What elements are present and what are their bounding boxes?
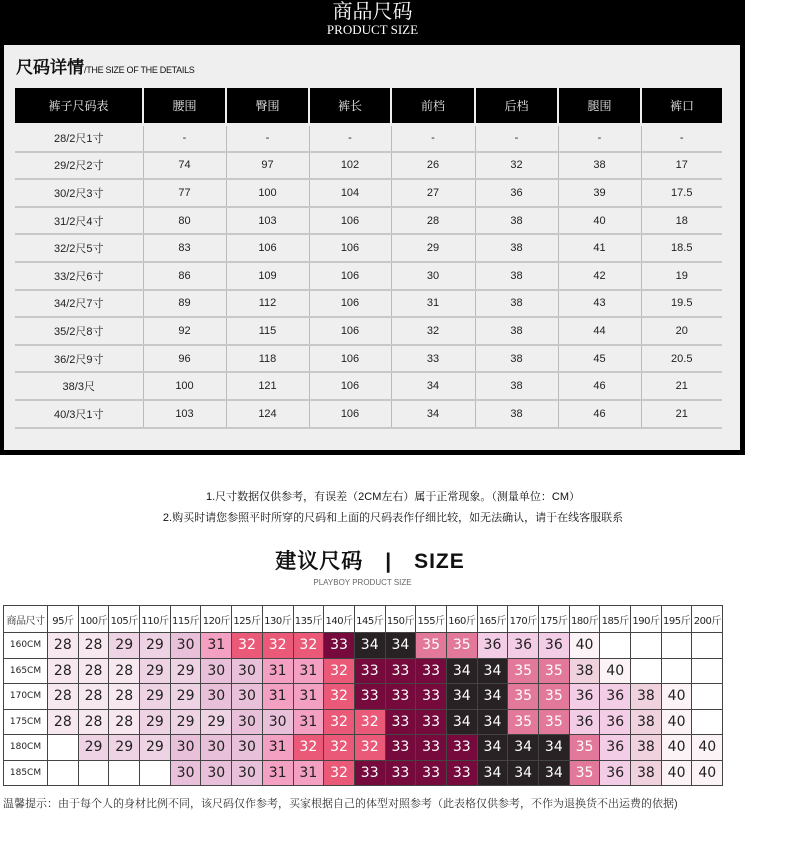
table-cell: 83 — [143, 234, 226, 262]
grid-row — [4, 684, 723, 710]
column-header: 裤长 — [309, 88, 391, 124]
size-cell: 34 — [385, 633, 416, 659]
size-cell: 40 — [661, 684, 692, 710]
table-cell: 38 — [475, 345, 558, 373]
size-cell: 34 — [477, 658, 508, 684]
table-cell: 38 — [475, 290, 558, 318]
column-header: 裤子尺码表 — [15, 88, 143, 124]
column-header: 腰围 — [143, 88, 226, 124]
size-cell: 40 — [661, 709, 692, 735]
size-cell: 29 — [109, 633, 140, 659]
table-cell: 19.5 — [641, 290, 722, 318]
size-cell: 33 — [354, 760, 385, 786]
table-cell: 115 — [226, 317, 309, 345]
size-cell: 29 — [140, 709, 171, 735]
size-cell: 30 — [201, 760, 232, 786]
grid-corner-label: 商品尺寸 — [4, 606, 48, 633]
table-cell: 38 — [475, 262, 558, 290]
size-cell: 30 — [232, 735, 263, 761]
size-cell: 35 — [539, 709, 570, 735]
table-row — [15, 317, 722, 345]
size-cell: 32 — [262, 633, 293, 659]
size-cell: 29 — [140, 735, 171, 761]
size-cell: 28 — [78, 684, 109, 710]
size-cell: 33 — [446, 760, 477, 786]
table-cell: 35/2尺8寸 — [15, 317, 143, 345]
suggest-title-cn: 建议尺码 — [275, 550, 364, 573]
table-cell: 20 — [641, 317, 722, 345]
weight-header: 160斤 — [446, 606, 477, 633]
size-cell: 36 — [477, 633, 508, 659]
table-cell: 18.5 — [641, 234, 722, 262]
size-cell: 34 — [539, 735, 570, 761]
table-cell: 31 — [391, 290, 475, 318]
size-cell: 32 — [354, 735, 385, 761]
size-cell: 34 — [508, 760, 539, 786]
size-cell: 30 — [232, 709, 263, 735]
size-cell: 40 — [600, 658, 631, 684]
weight-header: 125斤 — [232, 606, 263, 633]
size-cell: 33 — [416, 709, 447, 735]
column-header: 臀围 — [226, 88, 309, 124]
size-cell: 40 — [692, 760, 723, 786]
size-cell: 30 — [170, 633, 201, 659]
table-cell: 32 — [475, 152, 558, 180]
table-cell: 21 — [641, 372, 722, 400]
size-cell: 32 — [324, 735, 355, 761]
size-cell — [48, 735, 79, 761]
table-cell: - — [226, 124, 309, 152]
height-label: 175CM — [4, 709, 48, 735]
size-cell: 33 — [416, 735, 447, 761]
size-cell: 40 — [661, 735, 692, 761]
weight-header: 170斤 — [508, 606, 539, 633]
size-cell: 40 — [661, 760, 692, 786]
size-cell — [109, 760, 140, 786]
size-cell: 33 — [385, 735, 416, 761]
weight-header: 135斤 — [293, 606, 324, 633]
weight-header: 175斤 — [539, 606, 570, 633]
height-label: 165CM — [4, 658, 48, 684]
size-cell: 29 — [109, 735, 140, 761]
size-cell: 32 — [324, 684, 355, 710]
table-row — [15, 262, 722, 290]
table-cell: 106 — [309, 372, 391, 400]
table-cell: 100 — [226, 179, 309, 207]
table-cell: 20.5 — [641, 345, 722, 373]
weight-header: 165斤 — [477, 606, 508, 633]
size-cell: 40 — [569, 633, 600, 659]
size-cell: 34 — [477, 709, 508, 735]
table-cell: 38 — [475, 400, 558, 428]
table-cell: 121 — [226, 372, 309, 400]
size-cell: 33 — [324, 633, 355, 659]
size-cell: 36 — [600, 735, 631, 761]
pants-size-table — [15, 88, 722, 429]
size-cell: 29 — [140, 684, 171, 710]
size-cell: 29 — [170, 684, 201, 710]
details-title-en: /THE SIZE OF THE DETAILS — [84, 65, 195, 75]
table-cell: 106 — [309, 317, 391, 345]
size-cell — [600, 633, 631, 659]
table-cell: 28/2尺1寸 — [15, 124, 143, 152]
banner-title-en: PRODUCT SIZE — [326, 22, 419, 37]
weight-header: 140斤 — [324, 606, 355, 633]
size-cell: 32 — [324, 709, 355, 735]
table-cell: 42 — [558, 262, 641, 290]
height-label: 180CM — [4, 735, 48, 761]
weight-header: 180斤 — [569, 606, 600, 633]
table-cell: 77 — [143, 179, 226, 207]
size-cell: 38 — [631, 684, 662, 710]
size-cell: 31 — [201, 633, 232, 659]
table-cell: 103 — [226, 207, 309, 235]
table-cell: - — [641, 124, 722, 152]
table-cell: 38 — [475, 207, 558, 235]
weight-header: 95斤 — [48, 606, 79, 633]
table-row — [15, 290, 722, 318]
table-cell: 18 — [641, 207, 722, 235]
table-cell: 33/2尺6寸 — [15, 262, 143, 290]
table-cell: 86 — [143, 262, 226, 290]
table-cell: 124 — [226, 400, 309, 428]
size-cell: 30 — [170, 760, 201, 786]
size-cell: 28 — [109, 684, 140, 710]
table-cell: - — [309, 124, 391, 152]
size-cell: 31 — [262, 760, 293, 786]
table-cell: 109 — [226, 262, 309, 290]
size-cell: 35 — [508, 709, 539, 735]
height-label: 160CM — [4, 633, 48, 659]
size-cell: 38 — [631, 760, 662, 786]
size-cell: 36 — [600, 709, 631, 735]
size-cell: 30 — [201, 684, 232, 710]
table-cell: 106 — [309, 345, 391, 373]
table-cell: 38 — [475, 372, 558, 400]
table-cell: 29 — [391, 234, 475, 262]
size-cell: 38 — [631, 709, 662, 735]
table-cell: - — [558, 124, 641, 152]
size-cell: 29 — [140, 633, 171, 659]
column-header: 前档 — [391, 88, 475, 124]
size-cell: 29 — [140, 658, 171, 684]
size-cell: 31 — [262, 658, 293, 684]
table-cell: 106 — [309, 262, 391, 290]
table-cell: 40/3尺1寸 — [15, 400, 143, 428]
column-header: 腿围 — [558, 88, 641, 124]
tip-text: 温馨提示：由于每个人的身材比例不同，该尺码仅作参考，买家根据自己的体型对照参考（此表格仅供参考，不作为退换货不出运费的依据) — [3, 798, 678, 810]
size-cell: 31 — [262, 684, 293, 710]
table-row — [15, 152, 722, 180]
table-cell: 44 — [558, 317, 641, 345]
table-cell: 97 — [226, 152, 309, 180]
table-cell: 30/2尺3寸 — [15, 179, 143, 207]
table-cell: 26 — [391, 152, 475, 180]
table-cell: 34 — [391, 400, 475, 428]
size-cell: 31 — [293, 760, 324, 786]
table-cell: 46 — [558, 372, 641, 400]
size-cell: 28 — [48, 684, 79, 710]
table-cell: 80 — [143, 207, 226, 235]
size-cell: 32 — [232, 633, 263, 659]
size-cell — [140, 760, 171, 786]
table-cell: 21 — [641, 400, 722, 428]
size-cell — [631, 658, 662, 684]
weight-header: 105斤 — [109, 606, 140, 633]
weight-header: 145斤 — [354, 606, 385, 633]
table-cell: 30 — [391, 262, 475, 290]
table-cell: 41 — [558, 234, 641, 262]
grid-row — [4, 709, 723, 735]
table-cell: 19 — [641, 262, 722, 290]
size-cell: 34 — [354, 633, 385, 659]
table-cell: 100 — [143, 372, 226, 400]
size-cell — [48, 760, 79, 786]
size-cell: 28 — [78, 709, 109, 735]
table-cell: 38 — [558, 152, 641, 180]
table-cell: 38/3尺 — [15, 372, 143, 400]
size-cell: 28 — [78, 658, 109, 684]
weight-header: 150斤 — [385, 606, 416, 633]
table-cell: 17 — [641, 152, 722, 180]
size-cell: 36 — [600, 684, 631, 710]
size-cell: 38 — [569, 658, 600, 684]
size-cell — [692, 658, 723, 684]
recommended-size-grid — [3, 605, 723, 786]
table-cell: 38 — [475, 317, 558, 345]
size-cell: 34 — [477, 760, 508, 786]
size-cell: 35 — [446, 633, 477, 659]
weight-header: 155斤 — [416, 606, 447, 633]
grid-header-row — [4, 606, 723, 633]
table-cell: - — [475, 124, 558, 152]
size-cell — [692, 633, 723, 659]
table-cell: 106 — [309, 400, 391, 428]
size-cell: 36 — [600, 760, 631, 786]
size-cell: 31 — [293, 658, 324, 684]
size-cell: 35 — [539, 684, 570, 710]
weight-header: 115斤 — [170, 606, 201, 633]
size-cell — [692, 709, 723, 735]
size-cell: 32 — [324, 658, 355, 684]
size-cell: 36 — [569, 709, 600, 735]
table-row — [15, 124, 722, 152]
weight-header: 200斤 — [692, 606, 723, 633]
size-cell: 30 — [232, 760, 263, 786]
size-cell: 40 — [692, 735, 723, 761]
size-cell: 33 — [354, 684, 385, 710]
note-1: 1.尺寸数据仅供参考，有误差（2CM左右）属于正常现象。（测量单位：CM） — [205, 491, 580, 503]
weight-header: 130斤 — [262, 606, 293, 633]
size-cell: 28 — [109, 658, 140, 684]
size-cell — [78, 760, 109, 786]
size-cell: 35 — [416, 633, 447, 659]
column-header: 后档 — [475, 88, 558, 124]
table-cell: 28 — [391, 207, 475, 235]
size-cell — [692, 684, 723, 710]
size-cell: 32 — [293, 735, 324, 761]
size-cell: 32 — [293, 633, 324, 659]
table-row — [15, 372, 722, 400]
size-cell: 35 — [569, 735, 600, 761]
table-cell: 27 — [391, 179, 475, 207]
table-cell: 89 — [143, 290, 226, 318]
size-cell: 35 — [569, 760, 600, 786]
note-2: 2.购买时请您参照平时所穿的尺码和上面的尺码表作仔细比较，如无法确认，请于在线客服联系 — [162, 512, 624, 524]
height-label: 170CM — [4, 684, 48, 710]
size-cell: 33 — [385, 684, 416, 710]
size-cell: 33 — [416, 684, 447, 710]
table-cell: 92 — [143, 317, 226, 345]
table-cell: 74 — [143, 152, 226, 180]
size-cell: 33 — [354, 658, 385, 684]
table-row — [15, 234, 722, 262]
table-cell: 45 — [558, 345, 641, 373]
size-cell: 30 — [262, 709, 293, 735]
details-heading — [16, 53, 195, 78]
size-cell: 32 — [324, 760, 355, 786]
table-cell: 118 — [226, 345, 309, 373]
size-cell: 34 — [477, 735, 508, 761]
weight-header: 185斤 — [600, 606, 631, 633]
height-label: 185CM — [4, 760, 48, 786]
size-cell: 34 — [508, 735, 539, 761]
banner-title-cn: 商品尺码 — [332, 1, 413, 23]
size-cell: 33 — [446, 735, 477, 761]
table-cell: 106 — [309, 207, 391, 235]
table-cell: 106 — [309, 290, 391, 318]
table-cell: 103 — [143, 400, 226, 428]
size-cell — [661, 658, 692, 684]
details-title-cn: 尺码详情 — [16, 58, 84, 77]
size-cell: 38 — [631, 735, 662, 761]
table-cell: 29/2尺2寸 — [15, 152, 143, 180]
size-cell: 36 — [569, 684, 600, 710]
grid-row — [4, 735, 723, 761]
size-cell: 30 — [201, 735, 232, 761]
column-header: 裤口 — [641, 88, 722, 124]
size-cell: 28 — [48, 633, 79, 659]
weight-header: 120斤 — [201, 606, 232, 633]
table-cell: - — [391, 124, 475, 152]
size-details-panel — [4, 45, 740, 450]
size-cell: 31 — [293, 709, 324, 735]
table-cell: 32 — [391, 317, 475, 345]
size-cell: 29 — [201, 709, 232, 735]
table-cell: 34 — [391, 372, 475, 400]
table-cell: 34/2尺7寸 — [15, 290, 143, 318]
table-cell: 46 — [558, 400, 641, 428]
size-cell: 34 — [446, 709, 477, 735]
table-cell: 33 — [391, 345, 475, 373]
size-cell: 31 — [262, 735, 293, 761]
table-cell: - — [143, 124, 226, 152]
table-row — [15, 179, 722, 207]
size-cell: 36 — [508, 633, 539, 659]
table-cell: 36 — [475, 179, 558, 207]
size-cell: 33 — [385, 709, 416, 735]
size-cell: 31 — [293, 684, 324, 710]
suggest-title-en: SIZE — [414, 550, 465, 573]
table-cell: 106 — [226, 234, 309, 262]
table-cell: 38 — [475, 234, 558, 262]
table-cell: 36/2尺9寸 — [15, 345, 143, 373]
size-cell: 36 — [539, 633, 570, 659]
table-cell: 104 — [309, 179, 391, 207]
size-cell: 35 — [508, 658, 539, 684]
table-cell: 112 — [226, 290, 309, 318]
title-divider: | — [385, 550, 393, 573]
grid-row — [4, 658, 723, 684]
size-cell: 34 — [477, 684, 508, 710]
size-cell: 30 — [201, 658, 232, 684]
weight-header: 100斤 — [78, 606, 109, 633]
size-cell: 35 — [508, 684, 539, 710]
size-cell: 28 — [78, 633, 109, 659]
table-cell: 40 — [558, 207, 641, 235]
weight-header: 190斤 — [631, 606, 662, 633]
size-cell: 29 — [78, 735, 109, 761]
size-cell: 28 — [48, 709, 79, 735]
size-cell — [661, 633, 692, 659]
size-cell: 28 — [48, 658, 79, 684]
size-cell: 33 — [416, 760, 447, 786]
size-cell: 28 — [109, 709, 140, 735]
size-cell — [631, 633, 662, 659]
size-cell: 32 — [354, 709, 385, 735]
size-cell: 33 — [416, 658, 447, 684]
size-cell: 30 — [170, 735, 201, 761]
size-cell: 29 — [170, 709, 201, 735]
size-cell: 29 — [170, 658, 201, 684]
size-cell: 34 — [446, 658, 477, 684]
weight-header: 110斤 — [140, 606, 171, 633]
table-cell: 102 — [309, 152, 391, 180]
table-row — [15, 345, 722, 373]
size-cell: 34 — [446, 684, 477, 710]
suggest-subtitle: PLAYBOY PRODUCT SIZE — [313, 578, 412, 587]
size-cell: 34 — [539, 760, 570, 786]
weight-header: 195斤 — [661, 606, 692, 633]
size-cell: 35 — [539, 658, 570, 684]
size-cell: 30 — [232, 658, 263, 684]
table-cell: 43 — [558, 290, 641, 318]
grid-row — [4, 633, 723, 659]
size-cell: 33 — [385, 760, 416, 786]
table-cell: 32/2尺5寸 — [15, 234, 143, 262]
table-row — [15, 207, 722, 235]
table-row — [15, 400, 722, 428]
size-cell: 33 — [385, 658, 416, 684]
table-cell: 96 — [143, 345, 226, 373]
table-cell: 106 — [309, 234, 391, 262]
table-cell: 31/2尺4寸 — [15, 207, 143, 235]
suggest-size-title — [0, 545, 740, 575]
table-cell: 17.5 — [641, 179, 722, 207]
table-cell: 39 — [558, 179, 641, 207]
grid-row — [4, 760, 723, 786]
size-cell: 30 — [232, 684, 263, 710]
